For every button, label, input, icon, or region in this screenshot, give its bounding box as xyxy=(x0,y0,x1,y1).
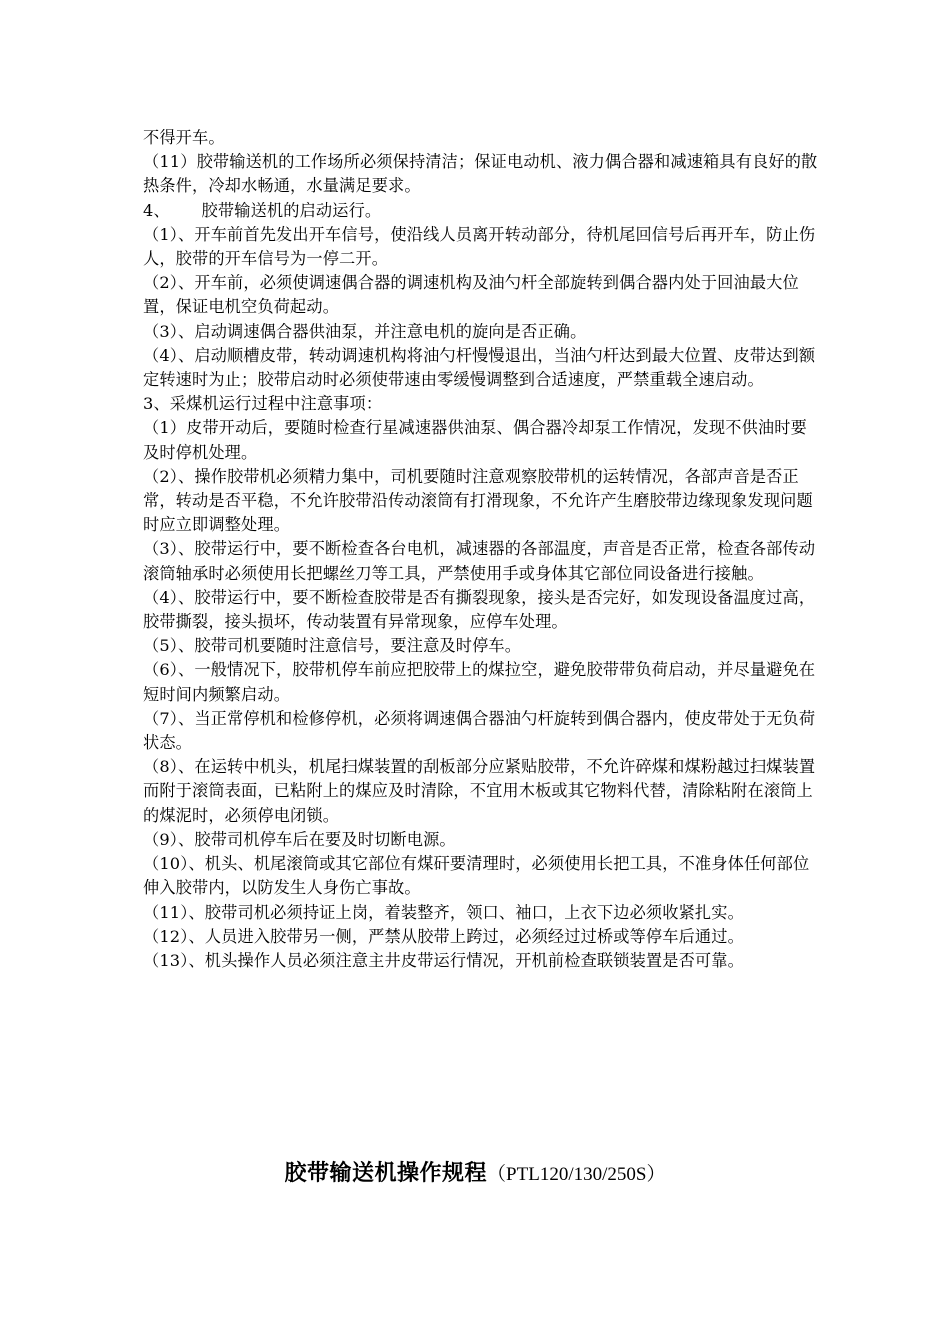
paragraph: （3）、胶带运行中，要不断检查各台电机，减速器的各部温度，声音是否正常，检查各部传动滚筒轴承时必须使用长把螺丝刀等工具，严禁使用手或身体其它部位同设备进行接触。 xyxy=(143,539,816,583)
document-title xyxy=(0,1156,950,1187)
paragraph: （4）、启动顺槽皮带，转动调速机构将油勺杆慢慢退出，当油勺杆达到最大位置、皮带达到额定转速时为止；胶带启动时必须使带速由零缓慢调整到合适速度，严禁重载全速启动。 xyxy=(143,345,816,390)
paragraph: （4）、胶带运行中，要不断检查胶带是否有撕裂现象，接头是否完好，如发现设备温度过高，胶带撕裂，接头损坏，传动装置有异常现象，应停车处理。 xyxy=(143,587,816,632)
document-body xyxy=(143,126,819,973)
paragraph: （1）皮带开动后，要随时检查行星减速器供油泵、偶合器冷却泵工作情况，发现不供油时要及时停机处理。 xyxy=(143,418,807,462)
paragraph: （1）、开车前首先发出开车信号，使沿线人员离开转动部分，待机尾回信号后再开车，防止伤人，胶带的开车信号为一停二开。 xyxy=(143,224,816,269)
paragraph: （8）、在运转中机头，机尾扫煤装置的刮板部分应紧贴胶带，不允许碎煤和煤粉越过扫煤装置而附于滚筒表面，已粘附上的煤应及时清除，不宜用木板或其它物料代替，清除粘附在滚筒上的煤泥时，必须停电闭锁。 xyxy=(143,757,816,825)
paragraph: （10）、机头、机尾滚筒或其它部位有煤矸要清理时，必须使用长把工具，不准身体任何部位伸入胶带内，以防发生人身伤亡事故。 xyxy=(143,854,810,898)
paragraph: 不得开车。 xyxy=(143,128,225,147)
paragraph: （13）、机头操作人员必须注意主井皮带运行情况，开机前检查联锁装置是否可靠。 xyxy=(143,950,744,970)
paragraph: （2）、开车前，必须使调速偶合器的调速机构及油勺杆全部旋转到偶合器内处于回油最大位置，保证电机空负荷起动。 xyxy=(143,273,799,317)
section-heading: 3、采煤机运行过程中注意事项： xyxy=(143,394,383,414)
paragraph: （5）、胶带司机要随时注意信号，要注意及时停车。 xyxy=(143,636,522,656)
paragraph: （2）、操作胶带机必须精力集中，司机要随时注意观察胶带机的运转情况，各部声音是否正常，转动是否平稳，不允许胶带沿传动滚筒有打滑现象，不允许产生磨胶带边缘现象发现问题时应立即调整处理。 xyxy=(143,466,813,535)
section-heading: 4、 胶带输送机的启动运行。 xyxy=(143,200,382,220)
paragraph: （7）、当正常停机和检修停机，必须将调速偶合器油勺杆旋转到偶合器内，使皮带处于无负荷状态。 xyxy=(143,708,816,753)
paragraph: （12）、人员进入胶带另一侧，严禁从胶带上跨过，必须经过过桥或等停车后通过。 xyxy=(143,926,744,946)
paragraph: （6）、一般情况下，胶带机停车前应把胶带上的煤拉空，避免胶带带负荷启动，并尽量避免在短时间内频繁启动。 xyxy=(143,660,816,704)
title-model: （PTL120/130/250S） xyxy=(487,1164,666,1185)
paragraph: （11）胶带输送机的工作场所必须保持清洁；保证电动机、液力偶合器和减速箱具有良好的散热条件，冷却水畅通，水量满足要求。 xyxy=(143,152,818,196)
title-text: 胶带输送机操作规程 xyxy=(284,1160,488,1186)
paragraph: （3）、启动调速偶合器供油泵，并注意电机的旋向是否正确。 xyxy=(143,321,587,341)
paragraph: （9）、胶带司机停车后在要及时切断电源。 xyxy=(143,829,456,849)
paragraph: （11）、胶带司机必须持证上岗，着装整齐，领口、袖口，上衣下边必须收紧扎实。 xyxy=(143,902,744,922)
